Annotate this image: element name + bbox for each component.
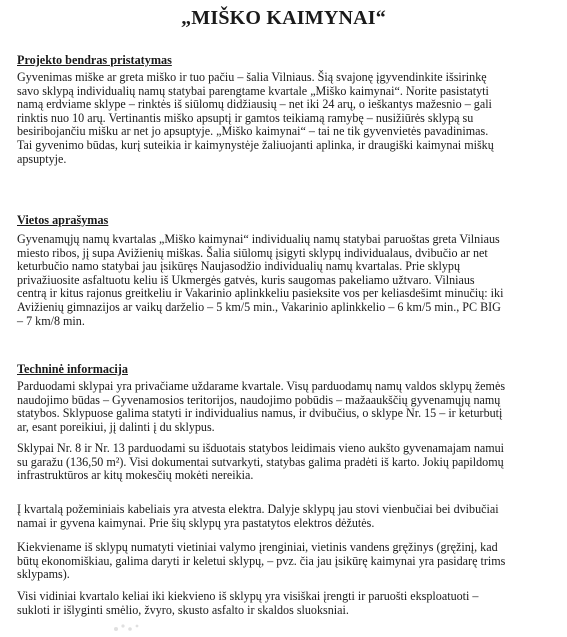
- paragraph-location: [17, 233, 553, 328]
- text-line: sukloti ir išlyginti smėlio, žvyro, skusto asfalto ir skaldos sluoksniai.: [17, 602, 349, 617]
- text-line: Parduodami sklypai yra privačiame uždarame kvartale. Visų parduodamų namų valdos sklypų žemės: [17, 379, 506, 393]
- text-line: ar, esant poreikiui, jį dalinti į du sklypus.: [17, 419, 215, 434]
- paragraph-technical-3: [17, 503, 553, 530]
- text-line: naudojimo būdas – Gyvenamosios teritorijos, naudojimo pobūdis – mažaaukščių gyvenamųjų namų: [17, 392, 501, 407]
- text-line: Gyvenimas miške ar greta miško ir tuo pačiu – šalia Vilniaus. Šią svajonę įgyvendinkite išsirinkę: [17, 70, 487, 84]
- text-line: statybos. Sklypuose galima statyti ir individualius namus, ir dvibučius, o sklype Nr. 15 – ir keturbutį: [17, 406, 503, 421]
- text-line: sklypams).: [17, 567, 70, 582]
- document-title: „MIŠKO KAIMYNAI“: [181, 7, 386, 29]
- text-line: namą erdviame sklype – rinktės iš siūlomų didžiausių – net iki 24 arų, o ieškantys mažesnio – gali: [17, 97, 492, 112]
- text-line: Į kvartalą požeminiais kabeliais yra atvesta elektra. Dalyje sklypų jau stovi vienbučiai bei dvibučiai: [17, 502, 499, 516]
- text-line: Tai gyvenimo būdas, kurį suteikia ir kaimynystėje žaliuojanti aplinka, ir draugiški kaimynai miškų: [17, 137, 494, 152]
- text-line: Gyvenamųjų namų kvartalas „Miško kaimynai“ individualių namų statybai paruoštas greta Vilniaus: [17, 232, 500, 246]
- text-line: centrą ir kitus rajonus greitkeliu ir Vakarinio aplinkkeliu pasieksite vos per keliasdešimt minučių: iki: [17, 286, 504, 301]
- text-line: Kiekviename iš sklypų numatyti vietiniai valymo įrenginiai, vietinis vandens gręžinys (gręžinį, kad: [17, 540, 498, 554]
- paragraph-technical-1: [17, 380, 553, 434]
- text-line: apsuptyje.: [17, 151, 67, 166]
- paragraph-technical-4: [17, 541, 553, 582]
- text-line: savo sklypą individualių namų statybai parengtame kvartale „Miško kaimynai“. Norite pasistatyti: [17, 83, 489, 98]
- text-line: rinktis nuo 10 arų. Vertinantis miško apsuptį ir gamtos teikiamą ramybę – nusižiūrės sklypą su: [17, 110, 474, 125]
- text-line: Visi vidiniai kvartalo keliai iki kiekvieno iš sklypų yra visiškai įrengti ir paruošti eksploatuoti –: [17, 589, 479, 603]
- text-line: – 7 km/8 min.: [17, 313, 85, 328]
- text-line: keturbučio namo statybai jau įsikūręs Naujasodžio individualių namų kvartalas. Prie sklypų: [17, 259, 461, 274]
- text-line: būtų ekonomiškiau, galima daryti ir keletui sklypų, – pvz. čia jau įsikūrę kaimynai yra pasidarę trims: [17, 553, 506, 568]
- text-line: su garažu (136,50 m²). Visi dokumentai sutvarkyti, statybas galima pradėti iš karto. Jokių papildomų: [17, 454, 504, 469]
- paragraph-technical-5: [17, 590, 553, 617]
- section-heading-location: Vietos aprašymas: [17, 213, 109, 227]
- text-line: besiribojančiu mišku ar net jo apsuptyje. „Miško kaimynai“ – tai ne tik gyvenvietės pavadinimas.: [17, 124, 489, 139]
- text-line: miesto ribos, jį supa Avižienių miškas. Šalia siūlomų įsigyti sklypų individualaus, dvibučio ar net: [17, 245, 488, 260]
- stamp-smudge: [110, 620, 144, 634]
- text-line: Avižienių gimnazijos ar vaikų darželio – 5 km/5 min., Vakarinio aplinkkelio – 6 km/5 min., PC BIG: [17, 299, 501, 314]
- text-line: Sklypai Nr. 8 ir Nr. 13 parduodami su išduotais statybos leidimais vieno aukšto gyvenamajam namui: [17, 441, 505, 455]
- paragraph-technical-2: [17, 442, 553, 483]
- text-line: namai ir gyvena kaimynai. Prie šių sklypų yra pastatytos elektros dėžutės.: [17, 515, 375, 530]
- section-heading-project-overview: Projekto bendras pristatymas: [17, 53, 172, 67]
- text-line: privažiuosite asfaltuotu keliu iš Ukmergės gatvės, kuris saugomas pakeliamo užtvaro. Vilniaus: [17, 272, 475, 287]
- section-heading-technical: Techninė informacija: [17, 362, 128, 376]
- text-line: infrastruktūros ar kitų mokesčių mokėti nereikia.: [17, 468, 254, 483]
- paragraph-project-overview: [17, 71, 553, 166]
